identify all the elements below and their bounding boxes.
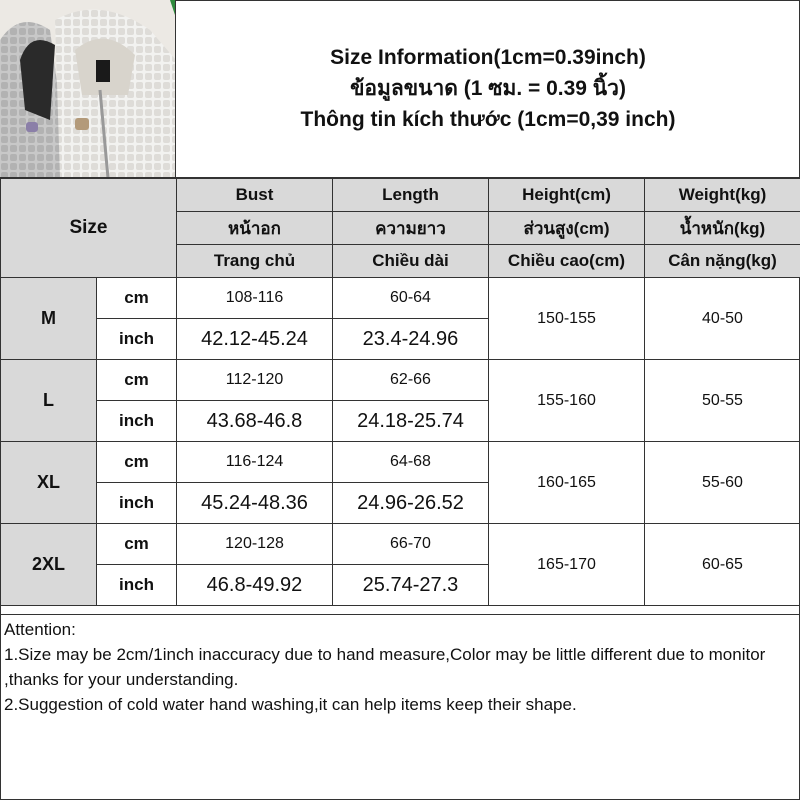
bust-header-vi: Trang chủ [177, 245, 333, 278]
bust-inch-value: 45.24-48.36 [177, 483, 333, 524]
length-inch-value: 23.4-24.96 [333, 319, 489, 360]
bust-cm-value: 108-116 [177, 278, 333, 319]
bust-header-en: Bust [177, 179, 333, 212]
length-header-en: Length [333, 179, 489, 212]
title-english: Size Information(1cm=0.39inch) [330, 46, 646, 69]
length-cm-value: 64-68 [333, 442, 489, 483]
weight-value: 60-65 [645, 524, 800, 606]
unit-cm-label: cm [97, 524, 177, 565]
length-header-th: ความยาว [333, 212, 489, 245]
title-vietnamese: Thông tin kích thước (1cm=0,39 inch) [300, 108, 676, 131]
table-row [1, 278, 800, 319]
unit-cm-label: cm [97, 442, 177, 483]
unit-inch-label: inch [97, 319, 177, 360]
height-value: 150-155 [489, 278, 645, 360]
size-column-header: Size [1, 179, 177, 278]
height-header-en: Height(cm) [489, 179, 645, 212]
unit-inch-label: inch [97, 483, 177, 524]
length-inch-value: 24.96-26.52 [333, 483, 489, 524]
bust-cm-value: 116-124 [177, 442, 333, 483]
attention-note-1: 1.Size may be 2cm/1inch inaccuracy due to hand measure,Color may be little different due to monitor ,thanks for your understanding. [4, 645, 766, 689]
table-row [1, 360, 800, 401]
length-inch-value: 25.74-27.3 [333, 565, 489, 606]
size-label: XL [1, 442, 97, 524]
unit-inch-label: inch [97, 401, 177, 442]
hoodie-image [0, 0, 176, 178]
size-info-title [176, 0, 800, 178]
height-value: 155-160 [489, 360, 645, 442]
bust-inch-value: 42.12-45.24 [177, 319, 333, 360]
unit-inch-label: inch [97, 565, 177, 606]
bust-cm-value: 120-128 [177, 524, 333, 565]
length-header-vi: Chiều dài [333, 245, 489, 278]
bust-header-th: หน้าอก [177, 212, 333, 245]
length-cm-value: 60-64 [333, 278, 489, 319]
unit-cm-label: cm [97, 360, 177, 401]
length-cm-value: 62-66 [333, 360, 489, 401]
height-header-vi: Chiều cao(cm) [489, 245, 645, 278]
size-label: M [1, 278, 97, 360]
unit-cm-label: cm [97, 278, 177, 319]
height-value: 165-170 [489, 524, 645, 606]
weight-header-en: Weight(kg) [645, 179, 800, 212]
weight-value: 50-55 [645, 360, 800, 442]
weight-header-vi: Cân nặng(kg) [645, 245, 800, 278]
header-row-en [1, 179, 800, 212]
bust-inch-value: 46.8-49.92 [177, 565, 333, 606]
table-row [1, 442, 800, 483]
size-label: L [1, 360, 97, 442]
attention-notes [0, 614, 800, 800]
table-row [1, 524, 800, 565]
product-photo [0, 0, 176, 178]
size-label: 2XL [1, 524, 97, 606]
weight-value: 40-50 [645, 278, 800, 360]
height-header-th: ส่วนสูง(cm) [489, 212, 645, 245]
bust-inch-value: 43.68-46.8 [177, 401, 333, 442]
attention-note-2: 2.Suggestion of cold water hand washing,it can help items keep their shape. [4, 695, 577, 714]
attention-heading: Attention: [4, 620, 76, 639]
weight-value: 55-60 [645, 442, 800, 524]
length-cm-value: 66-70 [333, 524, 489, 565]
size-table [0, 178, 800, 606]
weight-header-th: น้ำหนัก(kg) [645, 212, 800, 245]
height-value: 160-165 [489, 442, 645, 524]
bust-cm-value: 112-120 [177, 360, 333, 401]
length-inch-value: 24.18-25.74 [333, 401, 489, 442]
title-thai: ข้อมูลขนาด (1 ซม. = 0.39 นิ้ว) [350, 77, 626, 100]
